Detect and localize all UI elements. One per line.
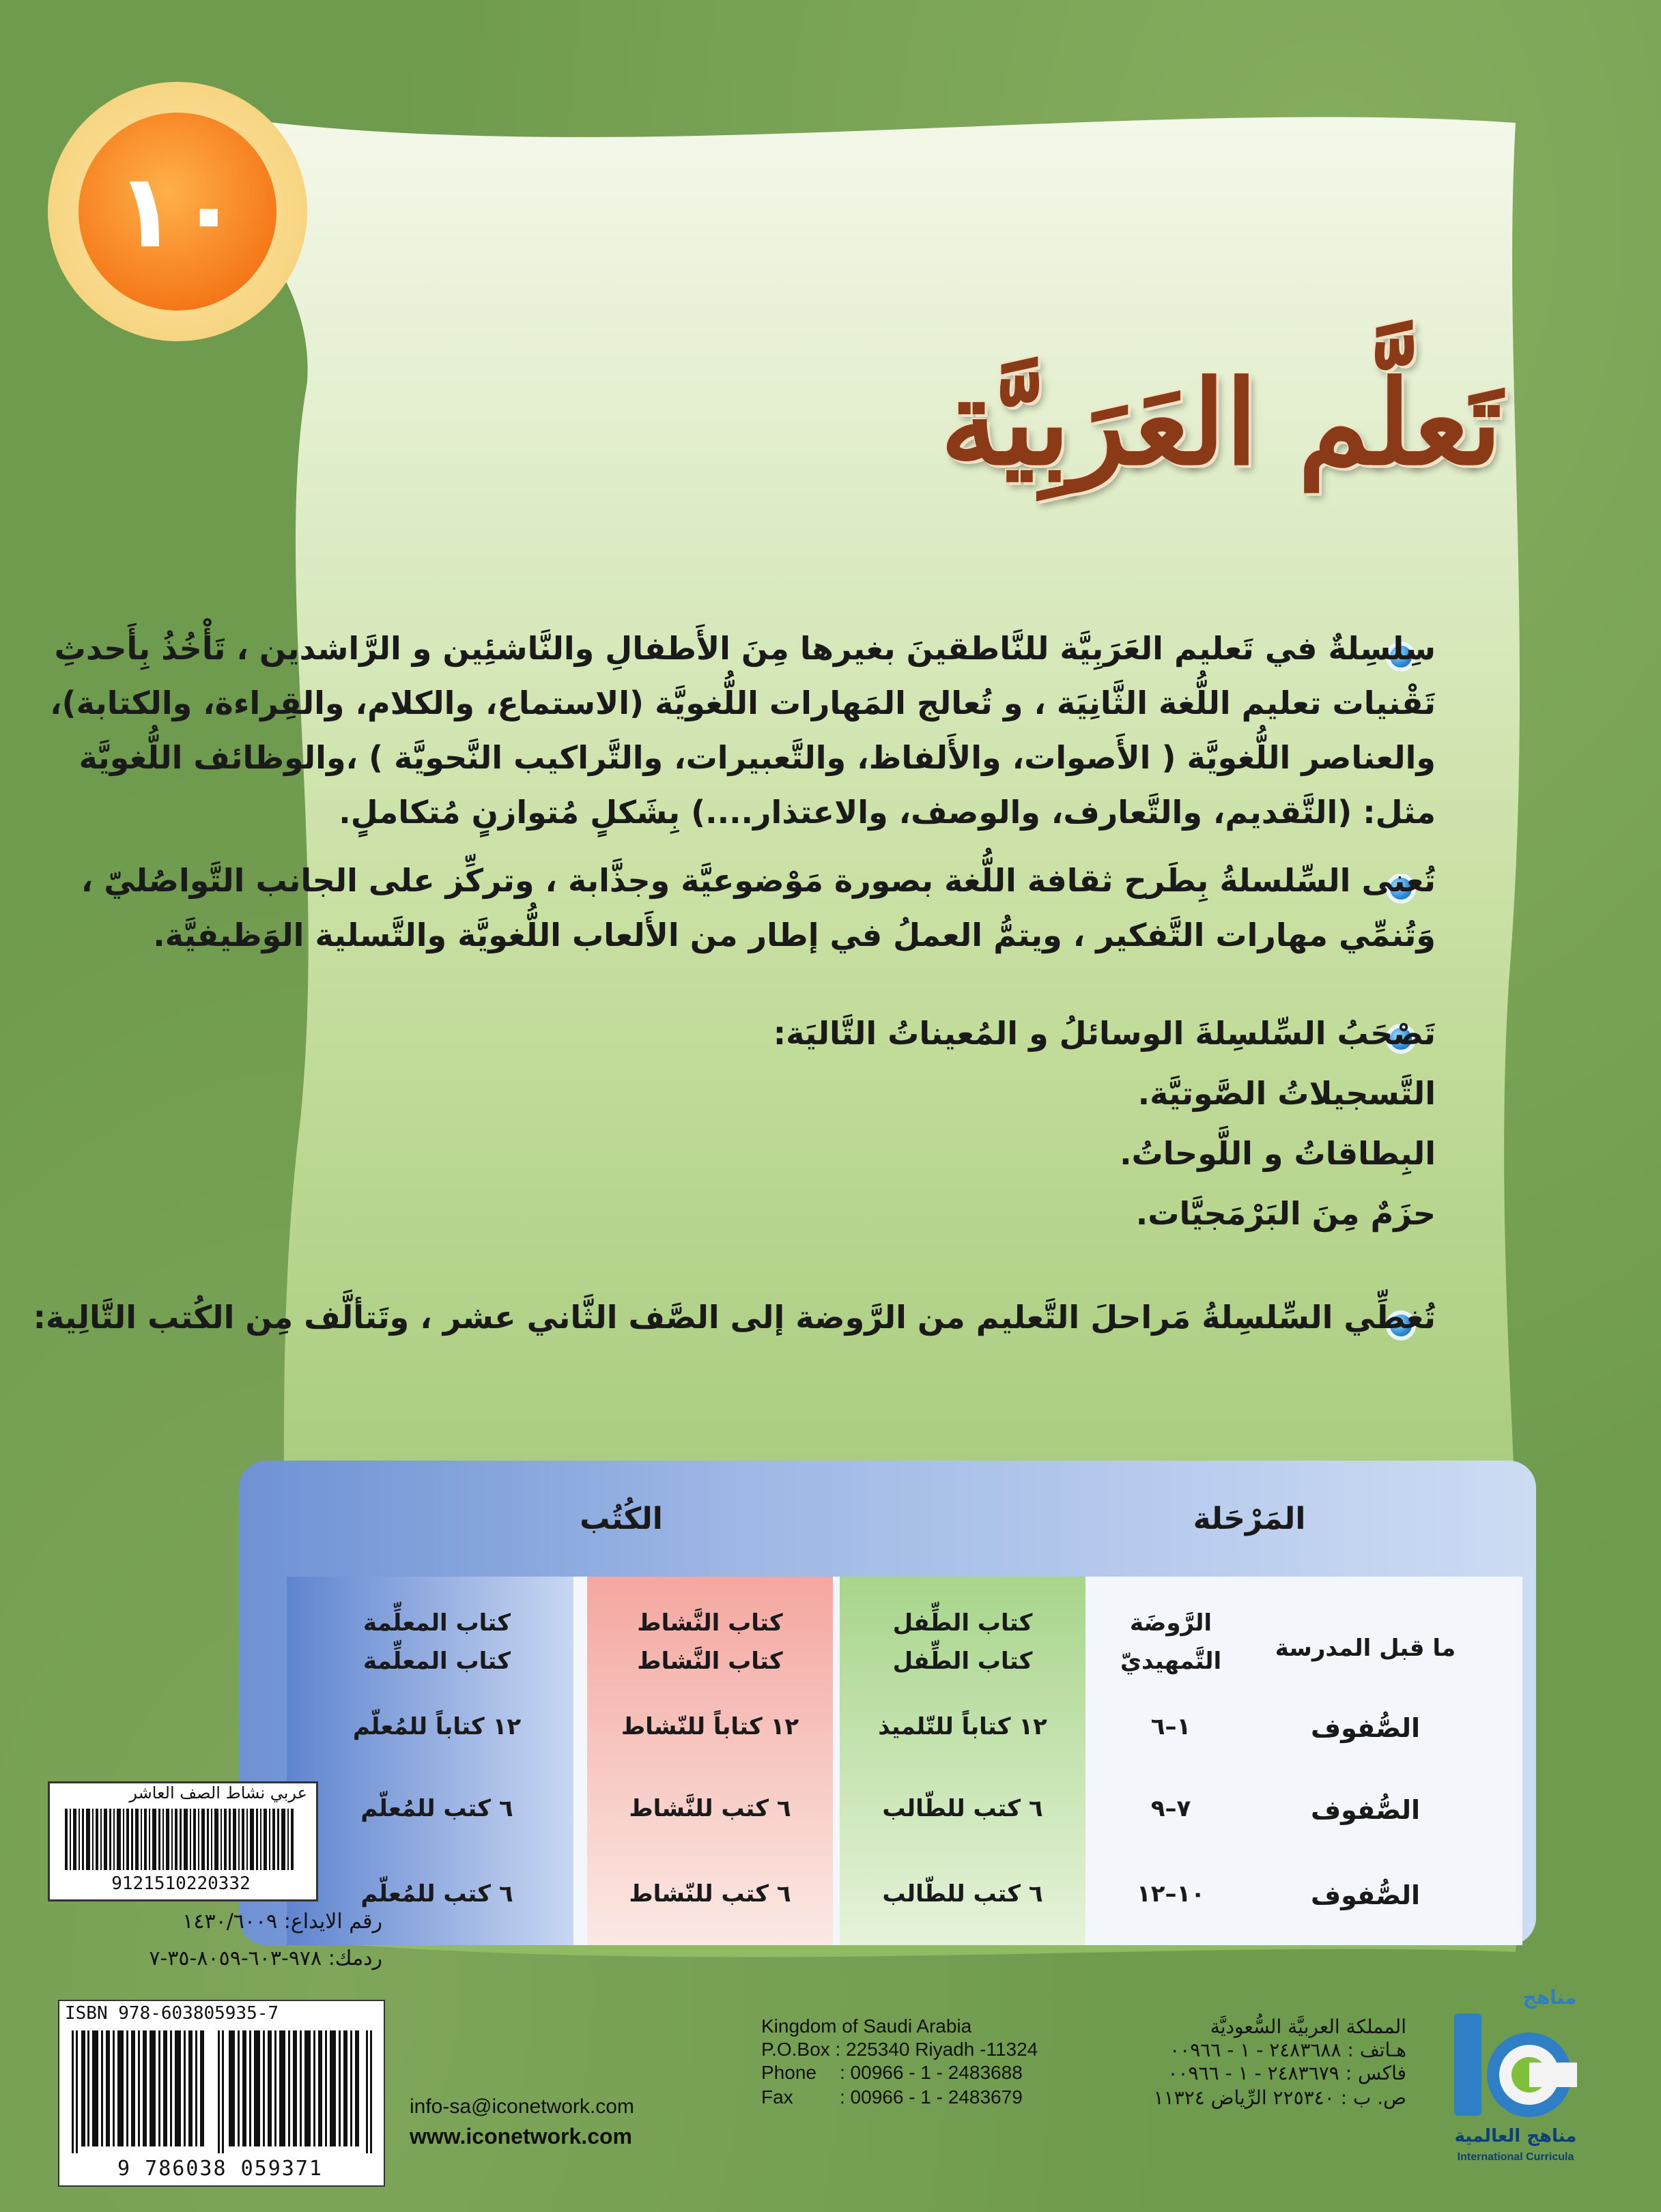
text-line: سِلسِلةٌ في تَعليم العَرَبِيَّة للنَّاطقينَ بغيرها مِنَ الأَطفالِ والنَّاشئِين و الرَّاشدين ، تَأْخُذُ بِأَحدثِ [54, 630, 1436, 667]
text-line: تُغطِّي السِّلسِلةُ مَراحلَ التَّعليم من الرَّوضة إلى الصَّف الثَّاني عشر ، وتَتألَّف مِن الكُتب التَّالِية: [33, 1299, 1436, 1336]
grade-range: ٧–٩ [1150, 1795, 1191, 1822]
teacher-books: ٦ كتب للمُعلّم [360, 1880, 513, 1908]
paragraph-intro [50, 621, 1436, 839]
activity-book: كتاب النَّشاط كتاب النَّشاط [637, 1609, 783, 1675]
activity-books: ١٢ كتاباً للنّشاط [621, 1713, 799, 1740]
isbn-arabic: ردمك: ٩٧٨-٦٠٣-٨٠٥٩-٣٥-٧ [149, 1947, 382, 1970]
text-line: والعناصر اللُّغويَّة ( الأَصوات، والأَلفاظ، والتَّعبيرات، والتَّراكيب النَّحويَّة ) ،والوظائف اللُّغويَّة [79, 739, 1436, 776]
student-books: ٦ كتب للطّالب [882, 1795, 1043, 1822]
country-ar: المملكة العربيَّة السُّعوديَّة [1210, 2015, 1406, 2038]
isbn-barcode-icon [72, 2030, 372, 2153]
pobox-en: P.O.Box : 225340 Riyadh -11324 [761, 2039, 1038, 2060]
text-line: حزَمٌ مِنَ البَرْمَجيَّات. [1135, 1195, 1436, 1232]
isbn-label: ISBN 978-603805935-7 [65, 2003, 279, 2024]
text-line: تَصْحَبُ السِّلسِلةَ الوسائلُ و المُعيناتُ التَّاليَة: [773, 1015, 1436, 1052]
grade-range: ١–٦ [1150, 1713, 1191, 1740]
text-line: البِطاقاتُ و اللَّوحاتُ. [1120, 1135, 1436, 1172]
header-stage: المَرْحَلة [1193, 1502, 1306, 1536]
teacher-books: ١٢ كتاباً للمُعلّم [352, 1713, 522, 1740]
publisher-logo [1447, 1986, 1584, 2170]
activity-books: ٦ كتب للنَّشاط [629, 1795, 791, 1822]
ic-logo-icon [1447, 2000, 1584, 2129]
paragraph-culture [70, 853, 1436, 962]
phone-label-en: Phone [761, 2062, 817, 2083]
logo-top-text: مناهج [1522, 1986, 1577, 2009]
fax-ar: فاكس : ٢٤٨٣٦٧٩ - ١ - ٠٠٩٦٦ [1167, 2062, 1406, 2084]
sticker-label: عربي نشاط الصف العاشر [129, 1783, 307, 1802]
phone-en: : 00966 - 1 - 2483688 [840, 2062, 1023, 2083]
student-books: ٦ كتب للطّالب [882, 1880, 1043, 1908]
text-line: وَتُنمِّي مهارات التَّفكير ، ويتمُّ العملُ في إطار من الأَلعاب اللُّغويَّة والتَّسلية الوَظيفيَّة. [153, 917, 1436, 953]
activity-books: ٦ كتب للنّشاط [629, 1880, 791, 1908]
stage-preschool: ما قبل المدرسة [1275, 1635, 1456, 1662]
email-link[interactable]: info-sa@iconetwork.com [410, 2095, 634, 2118]
text-line: مثل: (التَّقديم، والتَّعارف، والوصف، والاعتذار....) بِشَكلٍ مُتوازنٍ مُتكاملٍ. [339, 794, 1436, 831]
stage-grades: الصُّفوف [1310, 1880, 1421, 1910]
isbn-number: 9 786038 059371 [117, 2157, 323, 2181]
teacher-books: ٦ كتب للمُعلّم [360, 1795, 513, 1822]
barcode-icon [65, 1809, 297, 1870]
phone-ar: هـاتف : ٢٤٨٣٦٨٨ - ١ - ٠٠٩٦٦ [1169, 2039, 1406, 2061]
header-books: الكُتُب [580, 1502, 663, 1536]
text-line: التَّسجيلاتُ الصَّوتيَّة. [1137, 1075, 1436, 1112]
student-books: ١٢ كتاباً للتّلميذ [878, 1713, 1047, 1740]
logo-arabic-name: مناهج العالمية [1454, 2126, 1577, 2146]
grade-range: ١٠–١٢ [1136, 1880, 1206, 1908]
grade-number: ١٠ [79, 113, 276, 311]
teacher-book: كتاب المعلِّمة كتاب المعلِّمة [363, 1609, 511, 1675]
stage-grades: الصُّفوف [1310, 1795, 1421, 1825]
stage-grades: الصُّفوف [1310, 1713, 1421, 1743]
country-en: Kingdom of Saudi Arabia [761, 2015, 972, 2037]
text-line: تَقْنيات تعليم اللُّغة الثَّانِيَة ، و تُعالج المَهارات اللُّغويَّة (الاستماع، والكلام، والقِراءة، والكتابة)، [50, 685, 1436, 721]
book-title: تَعلَّم العَرَبِيَّة [940, 355, 1502, 491]
logo-english-name: International Curricula [1457, 2151, 1574, 2163]
paragraph-aids [70, 1003, 1436, 1244]
fax-label-en: Fax [761, 2086, 793, 2108]
child-book: كتاب الطِّفل كتاب الطِّفل [892, 1609, 1033, 1675]
grade-kindergarten: الرَّوضَة التَّمهيديّ [1120, 1609, 1222, 1675]
paragraph-stages [33, 1290, 1436, 1345]
deposit-number: رقم الايداع: ١٤٣٠/٦٠٠٩ [182, 1910, 382, 1934]
website-link[interactable]: www.iconetwork.com [410, 2124, 632, 2149]
sticker-number: 9121510220332 [111, 1873, 251, 1894]
text-line: تُعنى السِّلسلةُ بِطَرح ثقافة اللُّغة بصورة مَوْضوعيَّة وجذَّابة ، وتركِّز على الجانب التَّواصُليّ ، [81, 862, 1436, 899]
pobox-ar: ص. ب : ٢٢٥٣٤٠ الرِّياض ١١٣٢٤ [1153, 2086, 1406, 2109]
fax-en: : 00966 - 1 - 2483679 [840, 2086, 1023, 2108]
